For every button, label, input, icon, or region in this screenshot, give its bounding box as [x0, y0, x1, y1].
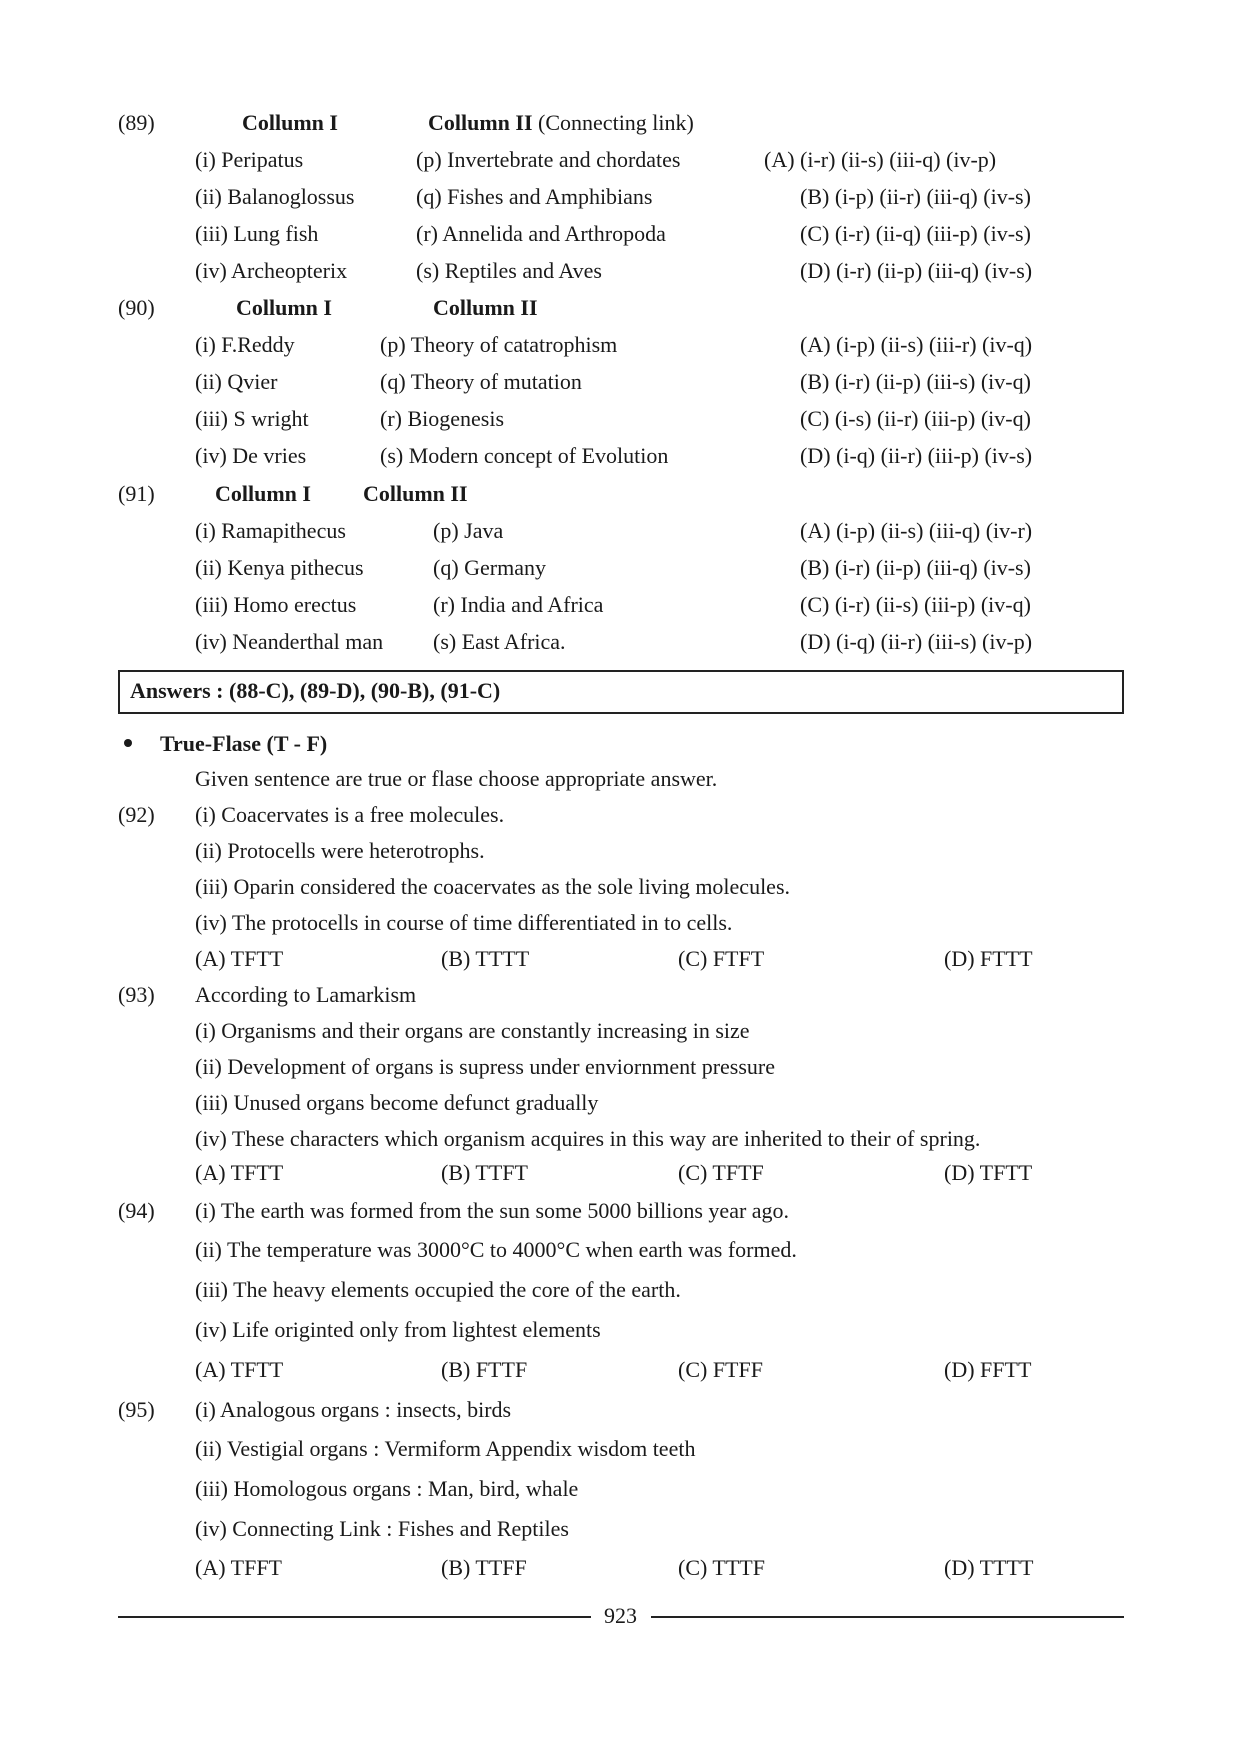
q90-option-b: (B) (i-r) (ii-p) (iii-s) (iv-q) [800, 369, 1031, 394]
q94-statement-2: (ii) The temperature was 3000°C to 4000°C when earth was formed. [195, 1237, 797, 1262]
q91-option-d: (D) (i-q) (ii-r) (iii-s) (iv-p) [800, 629, 1033, 654]
q89-row2-col1: (ii) Balanoglossus [195, 184, 355, 209]
q91-option-b: (B) (i-r) (ii-p) (iii-q) (iv-s) [800, 555, 1031, 580]
answers-text: Answers : (88-C), (89-D), (90-B), (91-C) [130, 678, 501, 703]
q94-option-d: (D) FFTT [944, 1357, 1032, 1382]
q91-row4-col2: (s) East Africa. [433, 629, 566, 654]
q94-option-b: (B) FTTF [441, 1357, 528, 1382]
q89-row3-col1: (iii) Lung fish [195, 221, 319, 246]
q92-statement-3: (iii) Oparin considered the coacervates as the sole living molecules. [195, 874, 791, 899]
q90-row4-col2: (s) Modern concept of Evolution [380, 443, 669, 468]
q91-number: (91) [118, 481, 155, 506]
q93-option-d: (D) TFTT [944, 1160, 1033, 1185]
q94-statement-3: (iii) The heavy elements occupied the core of the earth. [195, 1277, 681, 1302]
q90-option-c: (C) (i-s) (ii-r) (iii-p) (iv-q) [800, 406, 1031, 431]
q91-option-a: (A) (i-p) (ii-s) (iii-q) (iv-r) [800, 518, 1033, 543]
footer-rule-left [118, 1616, 591, 1618]
footer-rule-right [651, 1616, 1124, 1618]
q90-option-a: (A) (i-p) (ii-s) (iii-r) (iv-q) [800, 332, 1033, 357]
q90-col1-heading: Collumn I [236, 295, 332, 320]
q89-col2-bold: Collumn II [428, 110, 533, 135]
q91-row4-col1: (iv) Neanderthal man [195, 629, 384, 654]
q89-row2-col2: (q) Fishes and Amphibians [416, 184, 653, 209]
q89-row4-col1: (iv) Archeopterix [195, 258, 348, 283]
q90-row4-col1: (iv) De vries [195, 443, 307, 468]
q89-option-c: (C) (i-r) (ii-q) (iii-p) (iv-s) [800, 221, 1031, 246]
q89-number: (89) [118, 110, 155, 135]
q90-row2-col1: (ii) Qvier [195, 369, 278, 394]
q93-statement-1: (i) Organisms and their organs are constantly increasing in size [195, 1018, 750, 1043]
q93-statement-4: (iv) These characters which organism acquires in this way are inherited to their of spring. [195, 1126, 981, 1151]
q91-row2-col2: (q) Germany [433, 555, 547, 580]
q89-row1-col2: (p) Invertebrate and chordates [416, 147, 681, 172]
q95-option-b: (B) TTFF [441, 1555, 527, 1580]
section-instruction: Given sentence are true or flase choose appropriate answer. [195, 766, 718, 791]
q92-option-a: (A) TFTT [195, 946, 284, 971]
q90-row3-col2: (r) Biogenesis [380, 406, 505, 431]
q95-statement-3: (iii) Homologous organs : Man, bird, whale [195, 1476, 579, 1501]
q92-statement-1: (i) Coacervates is a free molecules. [195, 802, 505, 827]
q89-option-d: (D) (i-r) (ii-p) (iii-q) (iv-s) [800, 258, 1033, 283]
q92-statement-2: (ii) Protocells were heterotrophs. [195, 838, 485, 863]
q91-row1-col2: (p) Java [433, 518, 504, 543]
q95-statement-1: (i) Analogous organs : insects, birds [195, 1397, 512, 1422]
q91-option-c: (C) (i-r) (ii-s) (iii-p) (iv-q) [800, 592, 1031, 617]
q92-number: (92) [118, 802, 155, 827]
section-title: True-Flase (T - F) [160, 731, 328, 756]
q92-statement-4: (iv) The protocells in course of time differentiated in to cells. [195, 910, 733, 935]
q93-intro: According to Lamarkism [195, 982, 417, 1007]
q89-col2-heading [428, 108, 694, 138]
q93-option-a: (A) TFTT [195, 1160, 284, 1185]
q92-option-c: (C) FTFT [678, 946, 765, 971]
q94-statement-1: (i) The earth was formed from the sun some 5000 billions year ago. [195, 1198, 790, 1223]
q89-option-a: (A) (i-r) (ii-s) (iii-q) (iv-p) [764, 147, 997, 172]
q90-row1-col2: (p) Theory of catatrophism [380, 332, 618, 357]
q89-row1-col1: (i) Peripatus [195, 147, 304, 172]
q94-number: (94) [118, 1198, 155, 1223]
q95-option-d: (D) TTTT [944, 1555, 1034, 1580]
q91-row1-col1: (i) Ramapithecus [195, 518, 346, 543]
q90-number: (90) [118, 295, 155, 320]
q93-statement-3: (iii) Unused organs become defunct gradually [195, 1090, 599, 1115]
q91-row3-col1: (iii) Homo erectus [195, 592, 357, 617]
q89-col1-heading: Collumn I [242, 110, 338, 135]
q91-row2-col1: (ii) Kenya pithecus [195, 555, 364, 580]
q95-option-c: (C) TTTF [678, 1555, 765, 1580]
q90-row2-col2: (q) Theory of mutation [380, 369, 582, 394]
q95-statement-4: (iv) Connecting Link : Fishes and Reptiles [195, 1516, 569, 1541]
q93-option-c: (C) TFTF [678, 1160, 764, 1185]
bullet-icon [124, 739, 132, 747]
q94-option-c: (C) FTFF [678, 1357, 763, 1382]
q93-option-b: (B) TTFT [441, 1160, 528, 1185]
q89-col2-rest: (Connecting link) [538, 110, 694, 135]
q90-row1-col1: (i) F.Reddy [195, 332, 295, 357]
q92-option-b: (B) TTTT [441, 946, 530, 971]
q95-number: (95) [118, 1397, 155, 1422]
q92-option-d: (D) FTTT [944, 946, 1033, 971]
q94-statement-4: (iv) Life originted only from lightest elements [195, 1317, 601, 1342]
q90-col2-heading: Collumn II [433, 295, 538, 320]
q90-option-d: (D) (i-q) (ii-r) (iii-p) (iv-s) [800, 443, 1033, 468]
q91-col1-heading: Collumn I [215, 481, 311, 506]
q89-row4-col2: (s) Reptiles and Aves [416, 258, 602, 283]
q94-option-a: (A) TFTT [195, 1357, 284, 1382]
q91-col2-heading: Collumn II [363, 481, 468, 506]
q90-row3-col1: (iii) S wright [195, 406, 309, 431]
q93-number: (93) [118, 982, 155, 1007]
page-number: 923 [604, 1603, 637, 1628]
q95-option-a: (A) TFFT [195, 1555, 282, 1580]
q95-statement-2: (ii) Vestigial organs : Vermiform Appendix wisdom teeth [195, 1436, 696, 1461]
q89-row3-col2: (r) Annelida and Arthropoda [416, 221, 666, 246]
q93-statement-2: (ii) Development of organs is supress under enviornment pressure [195, 1054, 776, 1079]
q91-row3-col2: (r) India and Africa [433, 592, 604, 617]
q89-option-b: (B) (i-p) (ii-r) (iii-q) (iv-s) [800, 184, 1031, 209]
